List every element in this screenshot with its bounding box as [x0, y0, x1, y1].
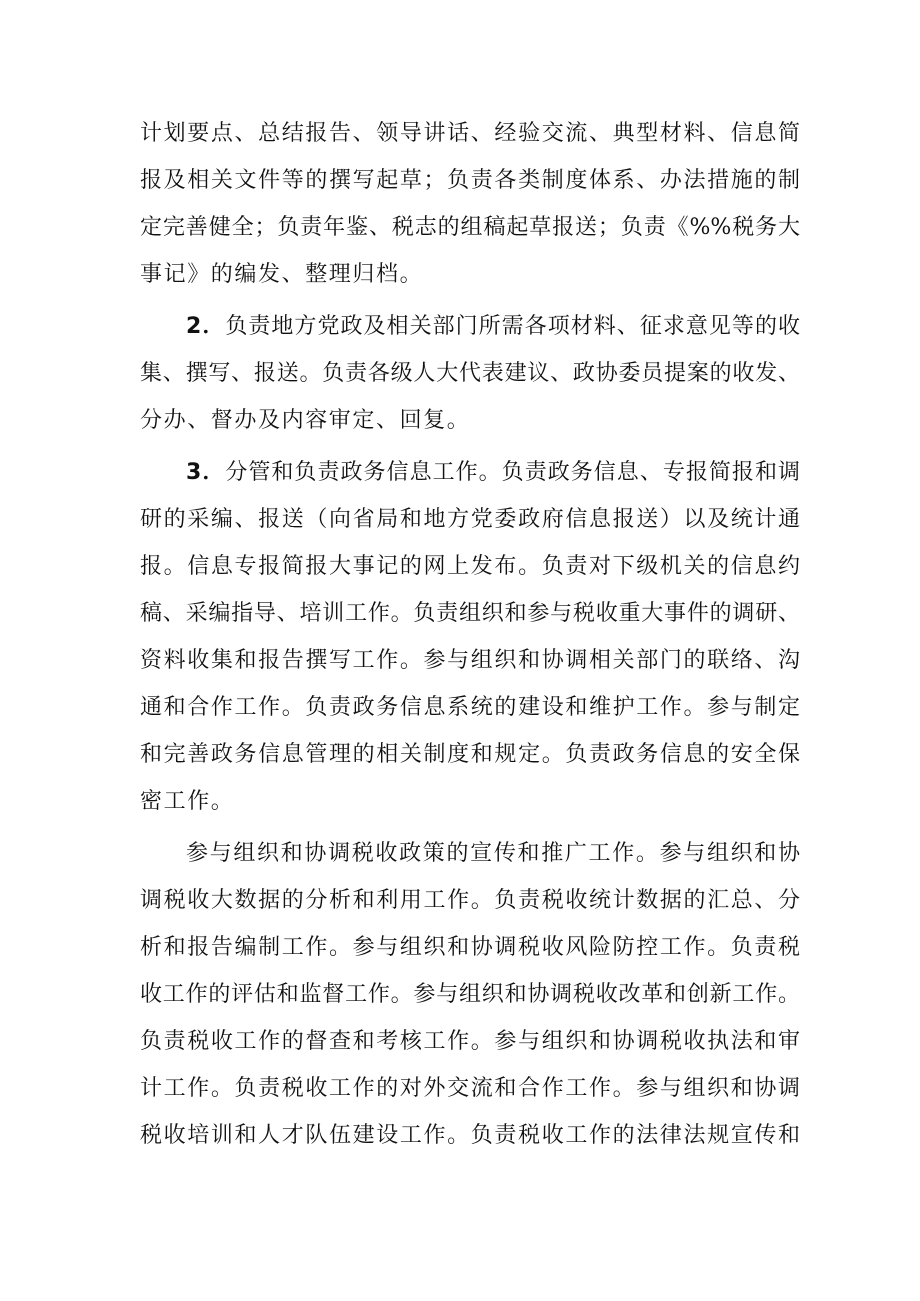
text-line: 研的采编、报送（向省局和地方党委政府信息报送）以及统计通	[140, 507, 800, 532]
line-text: 分管和负责政务信息工作。负责政务信息、专报简报和调	[225, 460, 800, 485]
text-line: 通和合作工作。负责政务信息系统的建设和维护工作。参与制定	[140, 695, 800, 720]
text-line: 资料收集和报告撰写工作。参与组织和协调相关部门的联络、沟	[140, 648, 800, 673]
text-line: 税收培训和人才队伍建设工作。负责税收工作的法律法规宣传和	[140, 1123, 800, 1148]
text-line: 析和报告编制工作。参与组织和协调税收风险防控工作。负责税	[140, 935, 800, 960]
paragraph-number: 3．	[186, 460, 226, 485]
text-line: 负责税收工作的督查和考核工作。参与组织和协调税收执法和审	[140, 1029, 800, 1054]
text-line: 集、撰写、报送。负责各级人大代表建议、政协委员提案的收发、	[140, 361, 800, 386]
text-line-numbered	[186, 307, 800, 347]
line-text: 负责地方党政及相关部门所需各项材料、征求意见等的收	[225, 314, 800, 339]
text-line: 调税收大数据的分析和利用工作。负责税收统计数据的汇总、分	[140, 888, 800, 913]
text-line: 分办、督办及内容审定、回复。	[140, 408, 471, 433]
text-line: 计划要点、总结报告、领导讲话、经验交流、典型材料、信息简	[140, 121, 800, 146]
text-line: 密工作。	[140, 789, 235, 814]
text-line: 定完善健全；负责年鉴、税志的组稿起草报送；负责《%%税务大	[140, 215, 800, 240]
text-line: 报。信息专报简报大事记的网上发布。负责对下级机关的信息约	[140, 554, 800, 579]
text-line: 事记》的编发、整理归档。	[140, 262, 424, 287]
text-line: 稿、采编指导、培训工作。负责组织和参与税收重大事件的调研、	[140, 601, 800, 626]
paragraph-number: 2．	[186, 314, 226, 339]
text-line-numbered	[186, 453, 800, 493]
text-line: 参与组织和协调税收政策的宣传和推广工作。参与组织和协	[186, 841, 800, 866]
text-line: 收工作的评估和监督工作。参与组织和协调税收改革和创新工作。	[140, 982, 800, 1007]
text-line: 和完善政务信息管理的相关制度和规定。负责政务信息的安全保	[140, 742, 800, 767]
text-line: 报及相关文件等的撰写起草；负责各类制度体系、办法措施的制	[140, 168, 800, 193]
text-line: 计工作。负责税收工作的对外交流和合作工作。参与组织和协调	[140, 1076, 800, 1101]
